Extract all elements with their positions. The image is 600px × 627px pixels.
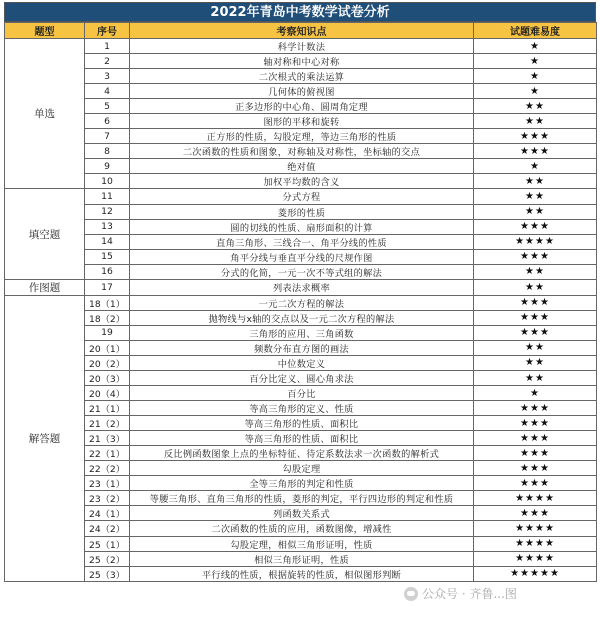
knowledge-point: 三角形的应用、三角函数 — [130, 325, 474, 340]
group-label: 填空题 — [5, 189, 85, 279]
question-number: 21（3） — [85, 431, 130, 446]
knowledge-point: 等高三角形的定义、性质 — [130, 401, 474, 416]
table-row — [5, 370, 597, 385]
table-row — [5, 416, 597, 431]
header-number: 序号 — [85, 23, 130, 39]
question-number: 23（2） — [85, 491, 130, 506]
difficulty-stars: ★★★★ — [474, 491, 597, 506]
knowledge-point: 分式方程 — [130, 189, 474, 204]
question-number: 2 — [85, 54, 130, 69]
knowledge-point: 等高三角形的性质、面积比 — [130, 416, 474, 431]
knowledge-point: 等高三角形的性质、面积比 — [130, 431, 474, 446]
question-number: 3 — [85, 69, 130, 84]
difficulty-stars: ★★ — [474, 204, 597, 219]
difficulty-stars: ★★ — [474, 189, 597, 204]
difficulty-stars: ★★★ — [474, 144, 597, 159]
table-body — [5, 39, 597, 582]
difficulty-stars: ★★★ — [474, 431, 597, 446]
analysis-table — [4, 22, 597, 582]
table-row — [5, 174, 597, 189]
knowledge-point: 正多边形的中心角、圆周角定理 — [130, 99, 474, 114]
difficulty-stars: ★ — [474, 84, 597, 99]
table-row — [5, 521, 597, 536]
question-number: 7 — [85, 129, 130, 144]
knowledge-point: 几何体的俯视图 — [130, 84, 474, 99]
difficulty-stars: ★★★★ — [474, 551, 597, 566]
table-row — [5, 219, 597, 234]
table-row — [5, 461, 597, 476]
difficulty-stars: ★ — [474, 69, 597, 84]
difficulty-stars: ★★★ — [474, 401, 597, 416]
difficulty-stars: ★★ — [474, 264, 597, 279]
difficulty-stars: ★★★★★ — [474, 566, 597, 581]
table-row — [5, 39, 597, 54]
knowledge-point: 二次函数的性质的应用，函数图像，增减性 — [130, 521, 474, 536]
table-row — [5, 551, 597, 566]
wechat-icon — [404, 587, 418, 601]
group-label: 单选 — [5, 39, 85, 189]
table-row — [5, 234, 597, 249]
question-number: 5 — [85, 99, 130, 114]
question-number: 21（1） — [85, 401, 130, 416]
question-number: 14 — [85, 234, 130, 249]
knowledge-point: 正方形的性质，勾股定理，等边三角形的性质 — [130, 129, 474, 144]
difficulty-stars: ★★ — [474, 370, 597, 385]
question-number: 9 — [85, 159, 130, 174]
table-row — [5, 159, 597, 174]
difficulty-stars: ★★★★ — [474, 234, 597, 249]
difficulty-stars: ★★★ — [474, 310, 597, 325]
difficulty-stars: ★★ — [474, 355, 597, 370]
question-number: 13 — [85, 219, 130, 234]
question-number: 25（2） — [85, 551, 130, 566]
knowledge-point: 分式的化简，一元一次不等式组的解法 — [130, 264, 474, 279]
header-knowledge: 考察知识点 — [130, 23, 474, 39]
question-number: 24（2） — [85, 521, 130, 536]
knowledge-point: 加权平均数的含义 — [130, 174, 474, 189]
question-number: 20（3） — [85, 370, 130, 385]
table-row — [5, 476, 597, 491]
question-number: 17 — [85, 279, 130, 295]
difficulty-stars: ★★ — [474, 174, 597, 189]
table-row — [5, 401, 597, 416]
question-number: 19 — [85, 325, 130, 340]
difficulty-stars: ★★ — [474, 114, 597, 129]
table-row — [5, 446, 597, 461]
table-row — [5, 340, 597, 355]
table-row — [5, 566, 597, 581]
difficulty-stars: ★★ — [474, 99, 597, 114]
knowledge-point: 二次函数的性质和图象，对称轴及对称性，坐标轴的交点 — [130, 144, 474, 159]
question-number: 8 — [85, 144, 130, 159]
difficulty-stars: ★★★ — [474, 461, 597, 476]
question-number: 23（1） — [85, 476, 130, 491]
knowledge-point: 频数分布直方图的画法 — [130, 340, 474, 355]
knowledge-point: 勾股定理，相似三角形证明，性质 — [130, 536, 474, 551]
difficulty-stars: ★★★ — [474, 416, 597, 431]
knowledge-point: 二次根式的乘法运算 — [130, 69, 474, 84]
difficulty-stars: ★★★ — [474, 249, 597, 264]
header-type: 题型 — [5, 23, 85, 39]
knowledge-point: 科学计数法 — [130, 39, 474, 54]
knowledge-point: 反比例函数图象上点的坐标特征、待定系数法求一次函数的解析式 — [130, 446, 474, 461]
table-row — [5, 249, 597, 264]
question-number: 11 — [85, 189, 130, 204]
knowledge-point: 等腰三角形、直角三角形的性质，菱形的判定，平行四边形的判定和性质 — [130, 491, 474, 506]
knowledge-point: 列表法求概率 — [130, 279, 474, 295]
difficulty-stars: ★★★★ — [474, 536, 597, 551]
knowledge-point: 全等三角形的判定和性质 — [130, 476, 474, 491]
knowledge-point: 直角三角形、三线合一、角平分线的性质 — [130, 234, 474, 249]
knowledge-point: 抛物线与x轴的交点以及一元二次方程的解法 — [130, 310, 474, 325]
difficulty-stars: ★★★ — [474, 129, 597, 144]
knowledge-point: 一元二次方程的解法 — [130, 295, 474, 310]
knowledge-point: 角平分线与垂直平分线的尺规作图 — [130, 249, 474, 264]
difficulty-stars: ★★★ — [474, 295, 597, 310]
difficulty-stars: ★★★ — [474, 446, 597, 461]
question-number: 10 — [85, 174, 130, 189]
table-row — [5, 325, 597, 340]
question-number: 25（1） — [85, 536, 130, 551]
question-number: 22（2） — [85, 461, 130, 476]
difficulty-stars: ★ — [474, 54, 597, 69]
table-row — [5, 54, 597, 69]
knowledge-point: 勾股定理 — [130, 461, 474, 476]
knowledge-point: 圆的切线的性质、扇形面积的计算 — [130, 219, 474, 234]
question-number: 20（2） — [85, 355, 130, 370]
knowledge-point: 中位数定义 — [130, 355, 474, 370]
difficulty-stars: ★ — [474, 39, 597, 54]
table-row — [5, 129, 597, 144]
table-row — [5, 279, 597, 295]
question-number: 18（2） — [85, 310, 130, 325]
question-number: 20（4） — [85, 386, 130, 401]
group-label: 作图题 — [5, 279, 85, 295]
watermark — [404, 585, 517, 602]
question-number: 12 — [85, 204, 130, 219]
header-difficulty: 试题难易度 — [474, 23, 597, 39]
header-row — [5, 23, 597, 39]
table-row — [5, 84, 597, 99]
knowledge-point: 轴对称和中心对称 — [130, 54, 474, 69]
question-number: 16 — [85, 264, 130, 279]
question-number: 24（1） — [85, 506, 130, 521]
difficulty-stars: ★★★ — [474, 506, 597, 521]
difficulty-stars: ★★★ — [474, 325, 597, 340]
question-number: 20（1） — [85, 340, 130, 355]
question-number: 22（1） — [85, 446, 130, 461]
knowledge-point: 绝对值 — [130, 159, 474, 174]
table-row — [5, 114, 597, 129]
question-number: 4 — [85, 84, 130, 99]
table-row — [5, 295, 597, 310]
table-row — [5, 386, 597, 401]
difficulty-stars: ★ — [474, 159, 597, 174]
knowledge-point: 菱形的性质 — [130, 204, 474, 219]
knowledge-point: 百分比定义、圆心角求法 — [130, 370, 474, 385]
knowledge-point: 百分比 — [130, 386, 474, 401]
table-row — [5, 506, 597, 521]
knowledge-point: 列函数关系式 — [130, 506, 474, 521]
table-row — [5, 144, 597, 159]
table-row — [5, 310, 597, 325]
sheet-title: 2022年青岛中考数学试卷分析 — [4, 2, 596, 22]
analysis-sheet — [4, 2, 596, 582]
watermark-text: 公众号 · 齐鲁...图 — [422, 587, 517, 601]
table-row — [5, 204, 597, 219]
knowledge-point: 相似三角形证明，性质 — [130, 551, 474, 566]
question-number: 6 — [85, 114, 130, 129]
group-label: 解答题 — [5, 295, 85, 581]
knowledge-point: 图形的平移和旋转 — [130, 114, 474, 129]
question-number: 15 — [85, 249, 130, 264]
difficulty-stars: ★★ — [474, 279, 597, 295]
knowledge-point: 平行线的性质，根据旋转的性质，相似图形判断 — [130, 566, 474, 581]
table-row — [5, 491, 597, 506]
question-number: 21（2） — [85, 416, 130, 431]
difficulty-stars: ★★ — [474, 340, 597, 355]
difficulty-stars: ★ — [474, 386, 597, 401]
table-row — [5, 536, 597, 551]
question-number: 25（3） — [85, 566, 130, 581]
difficulty-stars: ★★★ — [474, 219, 597, 234]
table-row — [5, 69, 597, 84]
table-row — [5, 431, 597, 446]
table-row — [5, 264, 597, 279]
table-row — [5, 99, 597, 114]
difficulty-stars: ★★★★ — [474, 521, 597, 536]
table-row — [5, 355, 597, 370]
question-number: 1 — [85, 39, 130, 54]
table-row — [5, 189, 597, 204]
difficulty-stars: ★★★ — [474, 476, 597, 491]
question-number: 18（1） — [85, 295, 130, 310]
